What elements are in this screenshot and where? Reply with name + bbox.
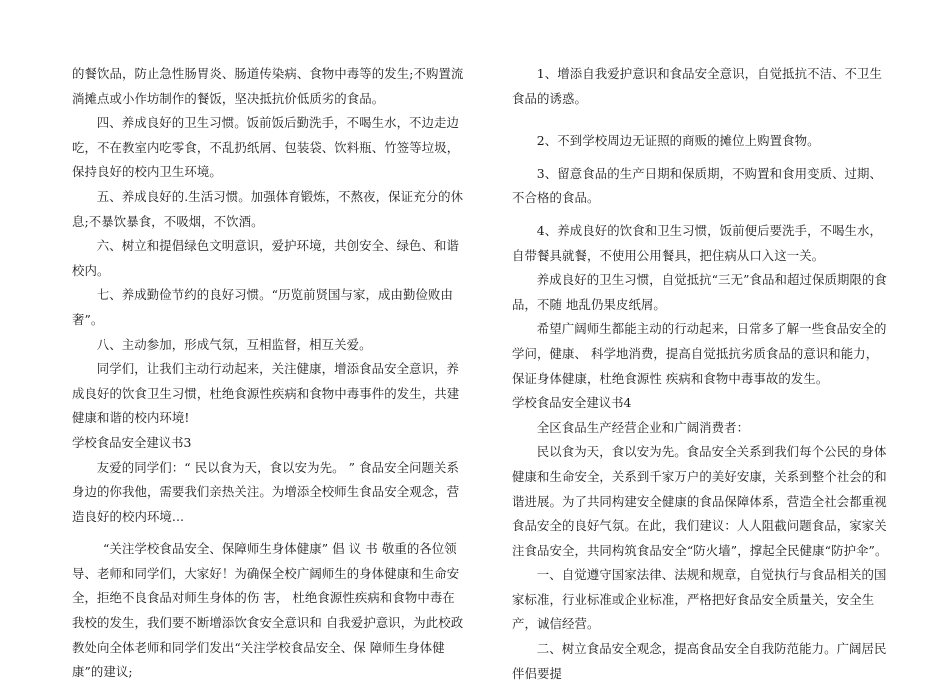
paragraph: 一、自觉遵守国家法律、法规和规章，自觉执行与食品相关的国家标准，行业标准或企业标准，严格把好食品安全质量关，安全生产，诚信经营。 [512,567,887,632]
paragraph: 1、增添自我爱护意识和食品安全意识，自觉抵抗不洁、不卫生食品的诱惑。 [512,66,883,106]
paragraph: 五、养成良好的.生活习惯。加强体育锻炼，不熬夜，保证充分的休息;不暴饮暴食，不吸烟，不饮酒。 [72,188,464,229]
paragraph: 养成良好的卫生习惯，自觉抵抗“三无”食品和超过保质期限的食品，不随 地乱仍果皮纸屑。 [512,272,887,312]
left-column [72,62,464,685]
paragraph: “关注学校食品安全、保障师生身体健康” 倡 议 书 敬重的各位领导、老师和同学们，大家好！为确保全校广阔师生的身体健康和生命安全，拒绝不良食品对师生身体的伤 害， 杜绝食源性疾病和食物中毒在我校的发生，我们要不断增添饮食安全意识和 自我爱护意识，为此校政教处向全体老师和同学们发出“关注学校食品安全、保 障师生身体健康”的建议; [72,541,464,680]
spacer [512,154,888,162]
paragraph: 民以食为天，食以安为先。食品安全关系到我们每个公民的身体健康和生命安全，关系到千家万户的美好安康，关系到整个社会的和谐进展。为了共同构建安全健康的食品保障体系，营造全社会都重视食品安全的良好气氛。在此，我们建议：人人阻截问题食品，家家关注食品安全，共同构筑食品安全“防火墙”，撑起全民健康“防护伞”。 [512,444,888,558]
paragraph: 友爱的同学们：“ 民以食为天，食以安为先。 ” 食品安全问题关系身边的你我他，需要我们亲热关注。为增添全校师生食品安全观念，营造良好的校内环境... [72,459,460,524]
paragraph: 四、养成良好的卫生习惯。饭前饭后勤洗手，不喝生水，不边走边吃，不在教室内吃零食，不乱扔纸屑、包装袋、饮料瓶、竹签等垃圾，保持良好的校内卫生环境。 [72,115,460,180]
paragraph: 六、树立和提倡绿色文明意识，爱护环境，共创安全、绿色、和谐校内。 [72,238,460,278]
paragraph: 七、养成勤俭节约的良好习惯。“历览前贤国与家，成由勤俭败由奢”。 [72,287,453,327]
section-heading: 学校食品安全建议书3 [72,434,192,450]
paragraph: 二、树立食品安全观念，提高食品安全自我防范能力。广阔居民伴侣要提 [512,641,887,681]
right-column [512,62,888,686]
paragraph: 的餐饮品，防止急性肠胃炎、肠道传染病、食物中毒等的发生;不购置流淌摊点或小作坊制作的餐饭，坚决抵抗价低质劣的食品。 [72,66,464,106]
spacer [512,111,888,129]
paragraph: 同学们，让我们主动行动起来，关注健康，增添食品安全意识，养成良好的饮食卫生习惯，杜绝食源性疾病和食物中毒事件的发生，共建健康和谐的校内环境! [72,361,460,426]
paragraph: 2、不到学校周边无证照的商贩的摊位上购置食物。 [536,133,820,149]
spacer [512,211,888,219]
section-heading: 学校食品安全建议书4 [512,395,632,411]
paragraph: 4、养成良好的饮食和卫生习惯，饭前便后要洗手，不喝生水，自带餐具就餐，不使用公用餐具，把住病从口入这一关。 [512,222,883,263]
paragraph: 全区食品生产经营企业和广阔消费者： [536,419,750,435]
paragraph: 希望广阔师生都能主动的行动起来，日常多了解一些食品安全的学问，健康、 科学地消费，提高自觉抵抗劣质食品的意识和能力，保证身体健康，杜绝食源性 疾病和食物中毒事故的发生。 [512,321,887,386]
paragraph: 八、主动参加，形成气氛，互相监督，相互关爱。 [96,336,372,352]
paragraph: 3、留意食品的生产日期和保质期，不购置和食用变质、过期、不合格的食品。 [512,165,883,206]
spacer [72,529,464,537]
